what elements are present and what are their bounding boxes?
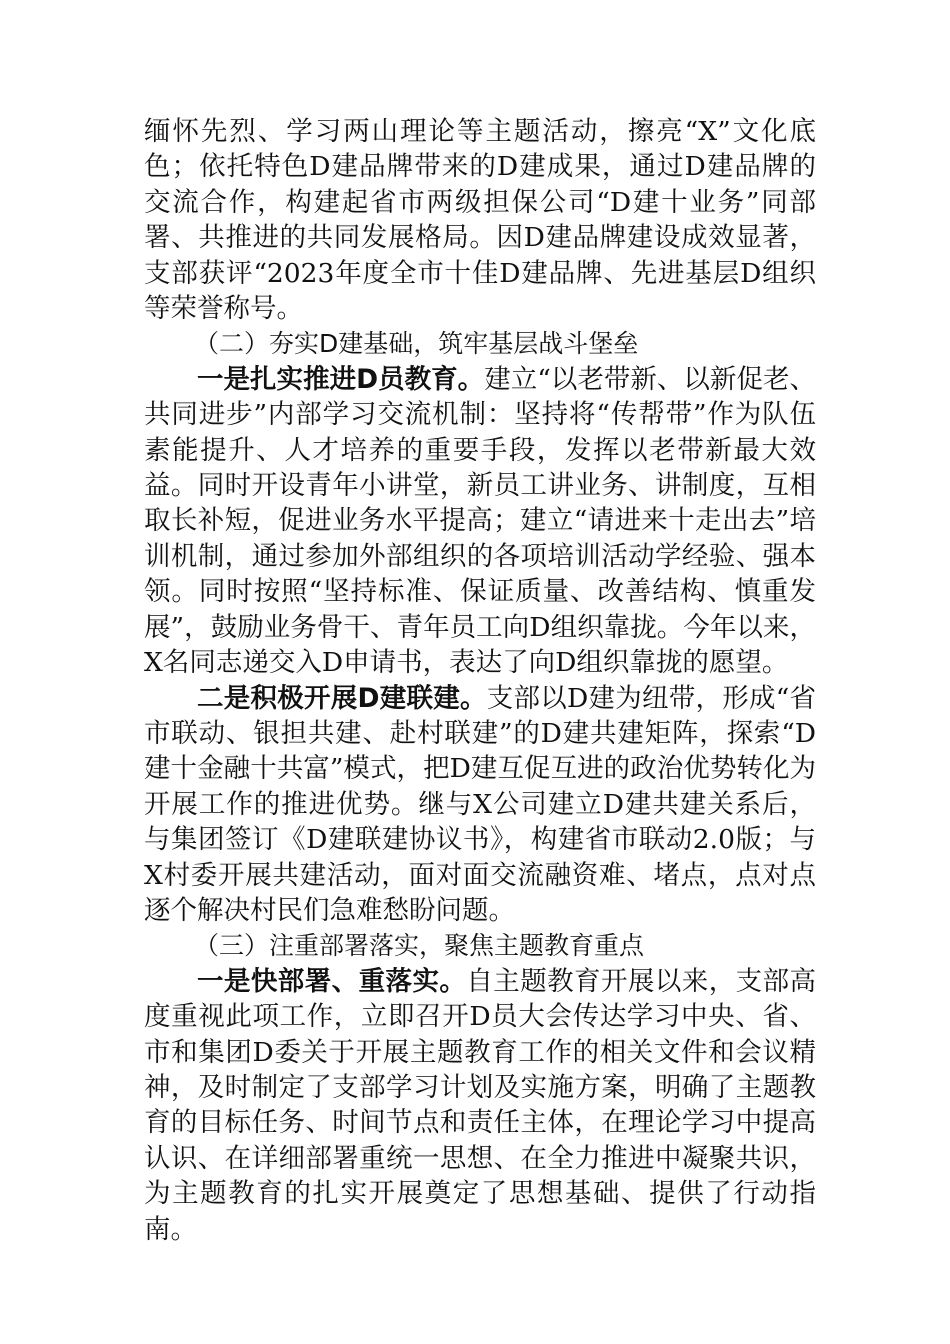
- section-3-item-1-lead: 一是快部署、重落实。: [197, 965, 467, 997]
- continuation-paragraph: 缅怀先烈、学习两山理论等主题活动，擦亮“X”文化底色；依托特色D建品牌带来的D建成果，通过D建品牌的交流合作，构建起省市两级担保公司“D建十业务”同部署、共推进的共同发展格局。因D建品牌建设成效显著，支部获评“2023年度全市十佳D建品牌、先进基层D组织等荣誉称号。: [144, 116, 816, 325]
- section-3-item-1-body: 自主题教育开展以来，支部高度重视此项工作，立即召开D员大会传达学习中央、省、市和集团D委关于开展主题教育工作的相关文件和会议精神，及时制定了支部学习计划及实施方案，明确了主题教育的目标任务、时间节点和责任主体，在理论学习中提高认识、在详细部署重统一思想、在全力推进中凝聚共识，为主题教育的扎实开展奠定了思想基础、提供了行动指南。: [144, 965, 817, 1245]
- section-2-item-1-body: 建立“以老带新、以新促老、共同进步”内部学习交流机制：坚持将“传帮带”作为队伍素能提升、人才培养的重要手段，发挥以老带新最大效益。同时开设青年小讲堂，新员工讲业务、讲制度，互相取长补短，促进业务水平提高；建立“请进来十走出去”培训机制，通过参加外部组织的各项培训活动学经验、强本领。同时按照“坚持标准、保证质量、改善结构、慎重发展”，鼓励业务骨干、青年员工向D组织靠拢。今年以来，X名同志递交入D申请书，表达了向D组织靠拢的愿望。: [144, 363, 816, 679]
- section-3-item-1: [144, 964, 816, 1247]
- section-2-item-2: [144, 681, 816, 929]
- section-2-item-2-body: 支部以D建为纽带，形成“省市联动、银担共建、赴村联建”的D建共建矩阵，探索“D建十金融十共富”模式，把D建互促互进的政治优势转化为开展工作的推进优势。继与X公司建立D建共建关系后，与集团签订《D建联建协议书》，构建省市联动2.0版；与X村委开展共建活动，面对面交流融资难、堵点，点对点逐个解决村民们急难愁盼问题。: [144, 682, 817, 926]
- document-body: [144, 114, 816, 1247]
- section-3-heading: （三）注重部署落实，聚焦主题教育重点: [194, 931, 645, 961]
- section-2-item-1-lead: 一是扎实推进D员教育。: [197, 363, 485, 395]
- section-2-heading: （二）夯实D建基础，筑牢基层战斗堡垒: [194, 329, 639, 359]
- section-2-item-1: [144, 362, 816, 681]
- section-2-item-2-lead: 二是积极开展D建联建。: [197, 682, 487, 714]
